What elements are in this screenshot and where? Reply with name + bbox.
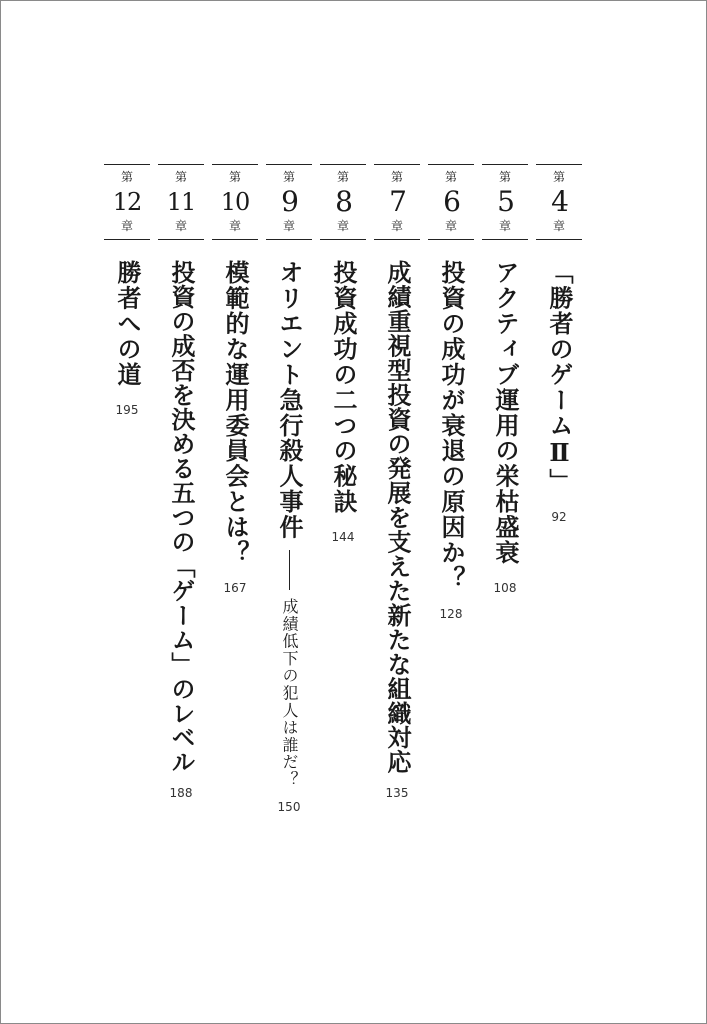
chapter-heading xyxy=(482,170,528,233)
chapter-prefix: 第 xyxy=(498,170,511,184)
page-number: 135 xyxy=(385,786,409,801)
chapter-title: 投資成功の二つの秘訣 xyxy=(329,260,358,515)
chapter-rule-bottom xyxy=(320,239,366,240)
chapter-rule-top xyxy=(320,164,366,165)
chapter-6-entry[interactable] xyxy=(428,161,474,621)
chapter-suffix: 章 xyxy=(552,219,565,233)
page-number: 188 xyxy=(169,786,193,801)
chapter-rule-top xyxy=(374,164,420,165)
chapter-9-entry[interactable] xyxy=(266,161,312,814)
chapter-heading xyxy=(158,170,204,233)
chapter-suffix: 章 xyxy=(120,219,133,233)
page-number: 128 xyxy=(439,606,463,621)
page-number: 195 xyxy=(115,403,139,418)
chapter-suffix: 章 xyxy=(174,219,187,233)
chapter-rule-bottom xyxy=(266,239,312,240)
chapter-prefix: 第 xyxy=(228,170,241,184)
chapter-rule-bottom xyxy=(158,239,204,240)
chapter-rule-top xyxy=(212,164,258,165)
chapter-heading xyxy=(428,170,474,233)
chapter-rule-top xyxy=(428,164,474,165)
chapter-prefix: 第 xyxy=(552,170,565,184)
chapter-rule-top xyxy=(158,164,204,165)
chapter-title: 勝者への道 xyxy=(113,260,142,388)
chapter-prefix: 第 xyxy=(390,170,403,184)
chapter-rule-bottom xyxy=(428,239,474,240)
chapter-number: 11 xyxy=(166,188,196,216)
chapter-rule-bottom xyxy=(536,239,582,240)
chapter-suffix: 章 xyxy=(390,219,403,233)
chapter-suffix: 章 xyxy=(498,219,511,233)
chapter-heading xyxy=(320,170,366,233)
chapter-prefix: 第 xyxy=(282,170,295,184)
chapter-heading xyxy=(212,170,258,233)
page-number: 144 xyxy=(331,530,355,545)
chapter-title: 投資の成否を決める五つの「ゲーム」のレベル xyxy=(167,260,196,775)
chapter-prefix: 第 xyxy=(120,170,133,184)
chapter-5-entry[interactable] xyxy=(482,161,528,595)
chapter-title: オリエント急行殺人事件 xyxy=(275,260,304,540)
chapter-8-entry[interactable] xyxy=(320,161,366,544)
chapter-subtitle: 成績低下の犯人は誰だ？ xyxy=(280,597,299,788)
chapter-number: 8 xyxy=(335,185,351,218)
chapter-number: 5 xyxy=(497,185,513,218)
chapter-title: アクティブ運用の栄枯盛衰 xyxy=(491,260,520,566)
chapter-7-entry[interactable] xyxy=(374,161,420,800)
chapter-heading xyxy=(104,170,150,233)
chapter-title: 成績重視型投資の発展を支えた新たな組織対応 xyxy=(383,260,412,775)
page-number: 92 xyxy=(551,509,567,524)
chapter-suffix: 章 xyxy=(444,219,457,233)
chapter-number: 12 xyxy=(112,188,142,216)
chapter-prefix: 第 xyxy=(444,170,457,184)
chapter-rule-bottom xyxy=(212,239,258,240)
chapter-title: 投資の成功が衰退の原因か？ xyxy=(437,260,466,591)
chapter-rule-top xyxy=(104,164,150,165)
chapter-heading xyxy=(536,170,582,233)
page-number: 150 xyxy=(277,799,301,814)
chapter-number: 6 xyxy=(443,185,459,218)
chapter-number: 9 xyxy=(281,185,297,218)
chapter-prefix: 第 xyxy=(336,170,349,184)
chapter-rule-top xyxy=(266,164,312,165)
chapter-rule-top xyxy=(536,164,582,165)
chapter-4-entry[interactable] xyxy=(536,161,582,524)
chapter-rule-bottom xyxy=(482,239,528,240)
chapter-number: 7 xyxy=(389,185,405,218)
chapter-rule-bottom xyxy=(104,239,150,240)
chapter-heading xyxy=(266,170,312,233)
chapter-suffix: 章 xyxy=(336,219,349,233)
chapter-suffix: 章 xyxy=(282,219,295,233)
chapter-rule-top xyxy=(482,164,528,165)
page-number: 167 xyxy=(223,581,247,596)
subtitle-dash xyxy=(289,550,290,590)
chapter-10-entry[interactable] xyxy=(212,161,258,595)
chapter-title: 「勝者のゲームⅡ」 xyxy=(545,260,574,494)
chapter-suffix: 章 xyxy=(228,219,241,233)
chapter-heading xyxy=(374,170,420,233)
chapter-11-entry[interactable] xyxy=(158,161,204,800)
chapter-rule-bottom xyxy=(374,239,420,240)
chapter-title: 模範的な運用委員会とは？ xyxy=(221,260,250,566)
chapter-number: 10 xyxy=(220,188,250,216)
chapter-12-entry[interactable] xyxy=(104,161,150,417)
page-number: 108 xyxy=(493,581,517,596)
chapter-prefix: 第 xyxy=(174,170,187,184)
chapter-number: 4 xyxy=(551,185,567,218)
